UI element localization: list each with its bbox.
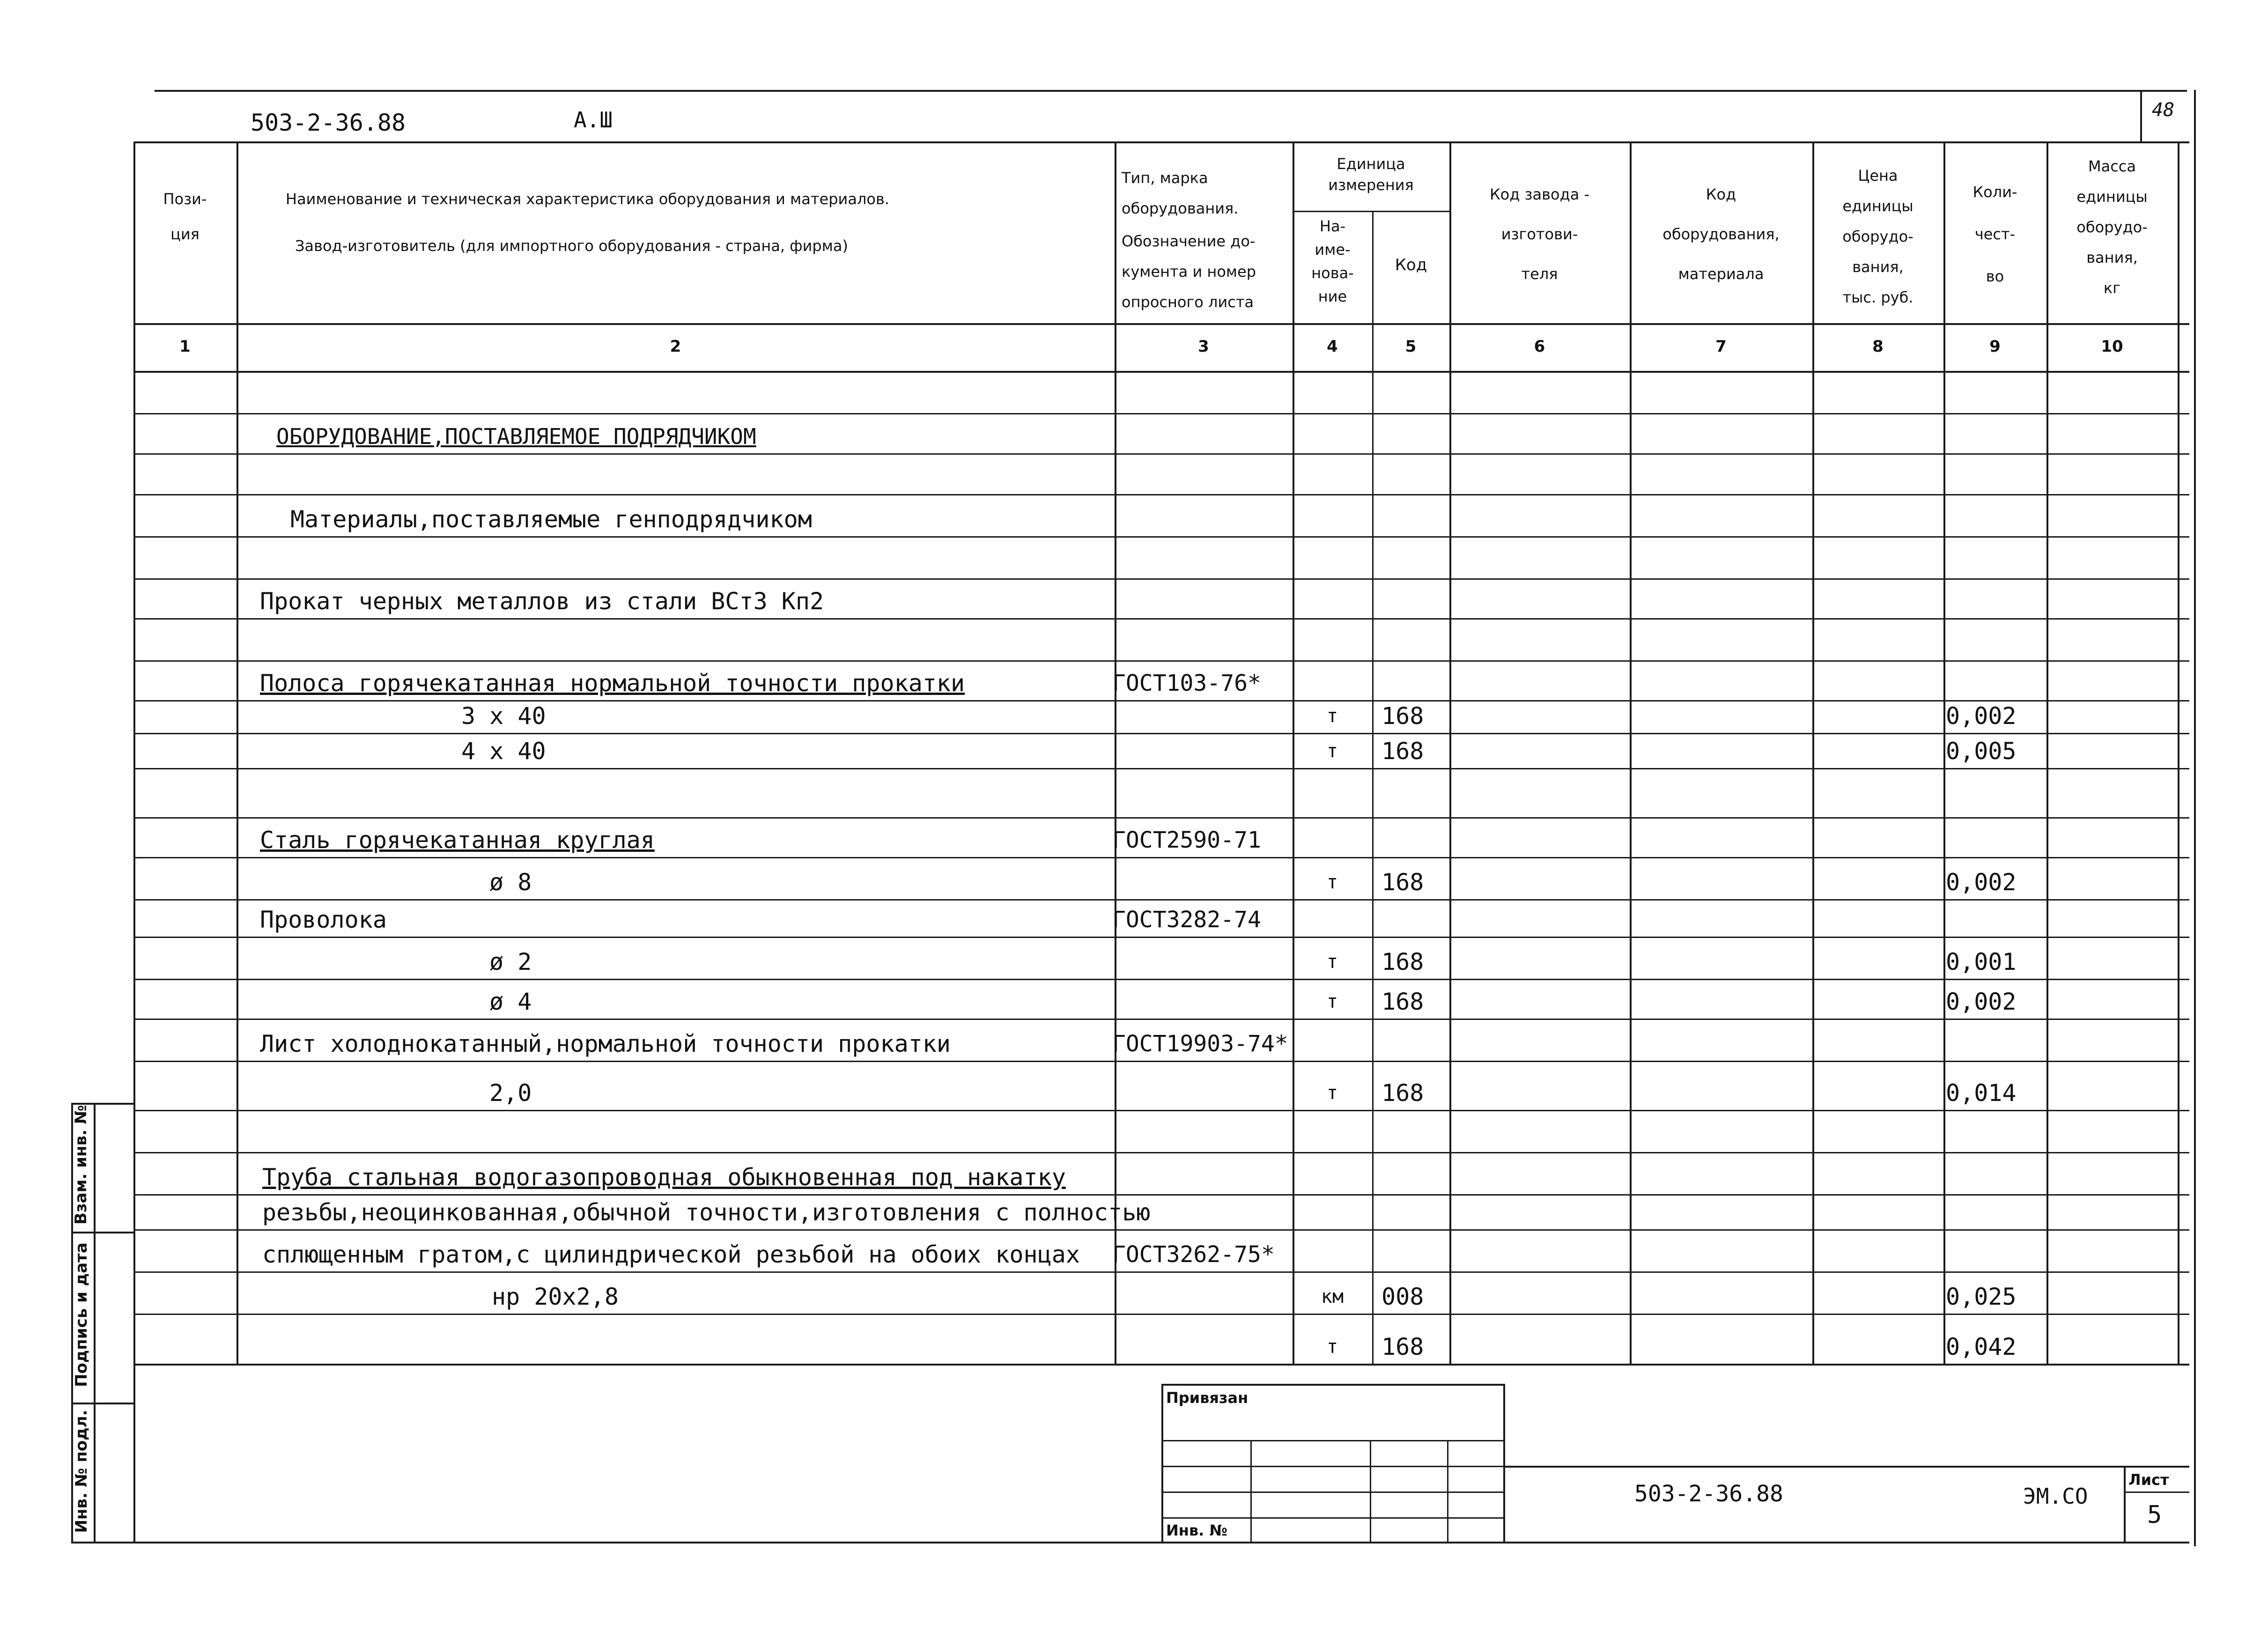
corner-box-left (2140, 90, 2142, 141)
row-separator (133, 494, 2189, 495)
top-frame-line (155, 90, 2187, 92)
item-quantity: 0,014 (1946, 1079, 2017, 1107)
header-qty-1: Коли- (1972, 183, 2017, 201)
item-unit: т (1326, 1082, 1338, 1104)
item-name: ОБОРУДОВАНИЕ,ПОСТАВЛЯЕМОЕ ПОДРЯДЧИКОМ (276, 424, 756, 449)
row-separator (133, 1314, 2189, 1315)
item-unit: т (1326, 991, 1338, 1012)
item-unit: т (1326, 740, 1338, 762)
header-unit-code: Код (1395, 256, 1427, 274)
row-separator (133, 578, 2189, 580)
row-separator (133, 536, 2189, 538)
header-type-4: кумента и номер (1122, 263, 1256, 281)
row-separator (133, 733, 2189, 734)
header-equip-code-1: Код (1706, 185, 1736, 203)
item-name: 4 х 40 (461, 738, 546, 765)
top-album: А.Ш (574, 107, 613, 133)
item-name: ø 2 (489, 948, 532, 975)
stamp-sheet-number: 5 (2147, 1501, 2162, 1529)
header-unit-name-3: нова- (1311, 264, 1354, 282)
header-unit-name-1: На- (1319, 217, 1346, 235)
side-label-signature: Подпись и дата (72, 1242, 91, 1387)
header-unit-name-2: име- (1315, 241, 1351, 258)
item-unit-code: 168 (1381, 702, 1424, 730)
header-price-1: Цена (1858, 167, 1898, 185)
header-qty-3: во (1986, 267, 2004, 285)
colnum-2: 2 (670, 337, 681, 356)
colnum-5: 5 (1405, 337, 1417, 356)
header-type-1: Тип, марка (1122, 169, 1208, 187)
header-type-3: Обозначение до- (1122, 232, 1256, 250)
header-mass-3: оборудо- (2076, 218, 2148, 236)
header-price-5: тыс. руб. (1842, 288, 1913, 306)
item-name: 3 х 40 (461, 702, 546, 730)
colnum-7: 7 (1715, 337, 1727, 356)
header-mass-1: Масса (2088, 157, 2136, 175)
row-separator (133, 857, 2189, 858)
header-mass-4: вания, (2086, 249, 2138, 266)
row-separator (133, 1110, 2189, 1111)
item-document: ГОСТ103-76* (1112, 670, 1261, 696)
item-quantity: 0,002 (1946, 702, 2017, 730)
row-separator (133, 1152, 2189, 1153)
item-document: ГОСТ19903-74* (1112, 1031, 1288, 1057)
item-name: ø 8 (489, 869, 532, 896)
item-quantity: 0,005 (1946, 738, 2017, 765)
item-unit: т (1326, 951, 1338, 973)
item-name: Полоса горячекатанная нормальной точности прокатки (260, 670, 965, 697)
item-name: Проволока (260, 906, 387, 933)
item-unit: т (1326, 1336, 1338, 1358)
top-doc-code: 503-2-36.88 (251, 109, 406, 136)
item-unit-code: 168 (1381, 738, 1424, 765)
item-quantity: 0,025 (1946, 1283, 2017, 1310)
item-quantity: 0,001 (1946, 948, 2017, 975)
item-unit: т (1326, 705, 1338, 727)
header-unit-1: Единица (1337, 155, 1405, 173)
header-equip-code-3: материала (1678, 265, 1764, 283)
colnum-6: 6 (1534, 337, 1545, 356)
right-frame-line (2194, 90, 2196, 1546)
row-separator (133, 413, 2189, 414)
row-separator (133, 768, 2189, 769)
header-pos-2: ция (170, 225, 199, 243)
stamp-mark: ЭМ.СО (2023, 1484, 2088, 1509)
colnum-3: 3 (1198, 337, 1209, 356)
row-separator (133, 817, 2189, 819)
item-name: Сталь горячекатанная круглая (260, 827, 655, 854)
item-quantity: 0,002 (1946, 869, 2017, 896)
colnum-4: 4 (1327, 337, 1338, 356)
stamp-sheet-label: Лист (2128, 1471, 2169, 1489)
colnum-10: 10 (2101, 337, 2123, 356)
item-unit-code: 168 (1381, 1333, 1424, 1360)
item-unit-code: 168 (1381, 948, 1424, 975)
header-mass-5: кг (2103, 279, 2121, 297)
colnum-1: 1 (179, 337, 191, 356)
item-document: ГОСТ3282-74 (1112, 907, 1261, 933)
header-plant-2: изготови- (1501, 225, 1578, 243)
header-plant-3: теля (1521, 265, 1558, 283)
header-price-4: вания, (1852, 258, 1904, 276)
header-price-3: оборудо- (1842, 228, 1913, 245)
side-label-replace: Взам. инв. № (72, 1105, 90, 1225)
item-unit: км (1321, 1286, 1344, 1307)
header-plant-1: Код завода - (1489, 185, 1590, 203)
item-name: Материалы,поставляемые генподрядчиком (290, 506, 812, 533)
side-label-inv: Инв. № подл. (72, 1410, 91, 1533)
header-type-2: оборудования. (1122, 199, 1239, 217)
header-qty-2: чест- (1974, 225, 2016, 243)
item-unit: т (1326, 871, 1338, 893)
row-separator (133, 937, 2189, 938)
page-corner-number: 48 (2152, 99, 2175, 121)
header-type-5: опросного листа (1122, 293, 1254, 311)
item-name: ø 4 (489, 988, 532, 1015)
header-unit-2: измерения (1328, 176, 1414, 194)
stamp-inv-no: Инв. № (1166, 1521, 1227, 1539)
item-name: сплющенным гратом,с цилиндрической резьбой на обоих концах (262, 1241, 1080, 1268)
item-document: ГОСТ2590-71 (1112, 827, 1261, 853)
row-separator (133, 618, 2189, 620)
header-price-2: единицы (1842, 197, 1913, 215)
header-name-2: Завод-изготовитель (для импортного оборудования - страна, фирма) (295, 237, 848, 255)
item-unit-code: 168 (1381, 1079, 1424, 1107)
row-separator (133, 1019, 2189, 1020)
item-unit-code: 008 (1381, 1283, 1424, 1310)
header-unit-name-4: ние (1318, 288, 1347, 305)
header-mass-2: единицы (2076, 188, 2148, 206)
item-unit-code: 168 (1381, 988, 1424, 1015)
row-separator (133, 899, 2189, 901)
item-name: Труба стальная водогазопроводная обыкновенная под накатку (262, 1164, 1066, 1191)
item-quantity: 0,002 (1946, 988, 2017, 1015)
row-separator (133, 1271, 2189, 1273)
item-unit-code: 168 (1381, 869, 1424, 896)
header-name-1: Наименование и техническая характеристика оборудования и материалов. (286, 190, 889, 208)
header-equip-code-2: оборудования, (1662, 225, 1780, 243)
item-name: Лист холоднокатанный,нормальной точности прокатки (260, 1030, 951, 1057)
item-document: ГОСТ3262-75* (1112, 1241, 1275, 1268)
colnum-9: 9 (1989, 337, 2001, 356)
row-separator (133, 1061, 2189, 1062)
header-pos-1: Пози- (163, 190, 207, 208)
row-separator (133, 1229, 2189, 1231)
colnum-8: 8 (1872, 337, 1884, 356)
row-separator (133, 660, 2189, 662)
row-separator (133, 1194, 2189, 1196)
item-name: Прокат черных металлов из стали ВСт3 Кп2 (260, 588, 824, 615)
row-separator (133, 453, 2189, 455)
stamp-privyazan: Привязан (1166, 1389, 1249, 1407)
item-name: нр 20х2,8 (492, 1283, 619, 1310)
item-name: резьбы,неоцинкованная,обычной точности,изготовления с полностью (262, 1199, 1151, 1226)
item-name: 2,0 (489, 1079, 532, 1107)
item-quantity: 0,042 (1946, 1333, 2017, 1360)
row-separator (133, 700, 2189, 702)
stamp-doc-code: 503-2-36.88 (1634, 1481, 1783, 1507)
row-separator (133, 979, 2189, 980)
